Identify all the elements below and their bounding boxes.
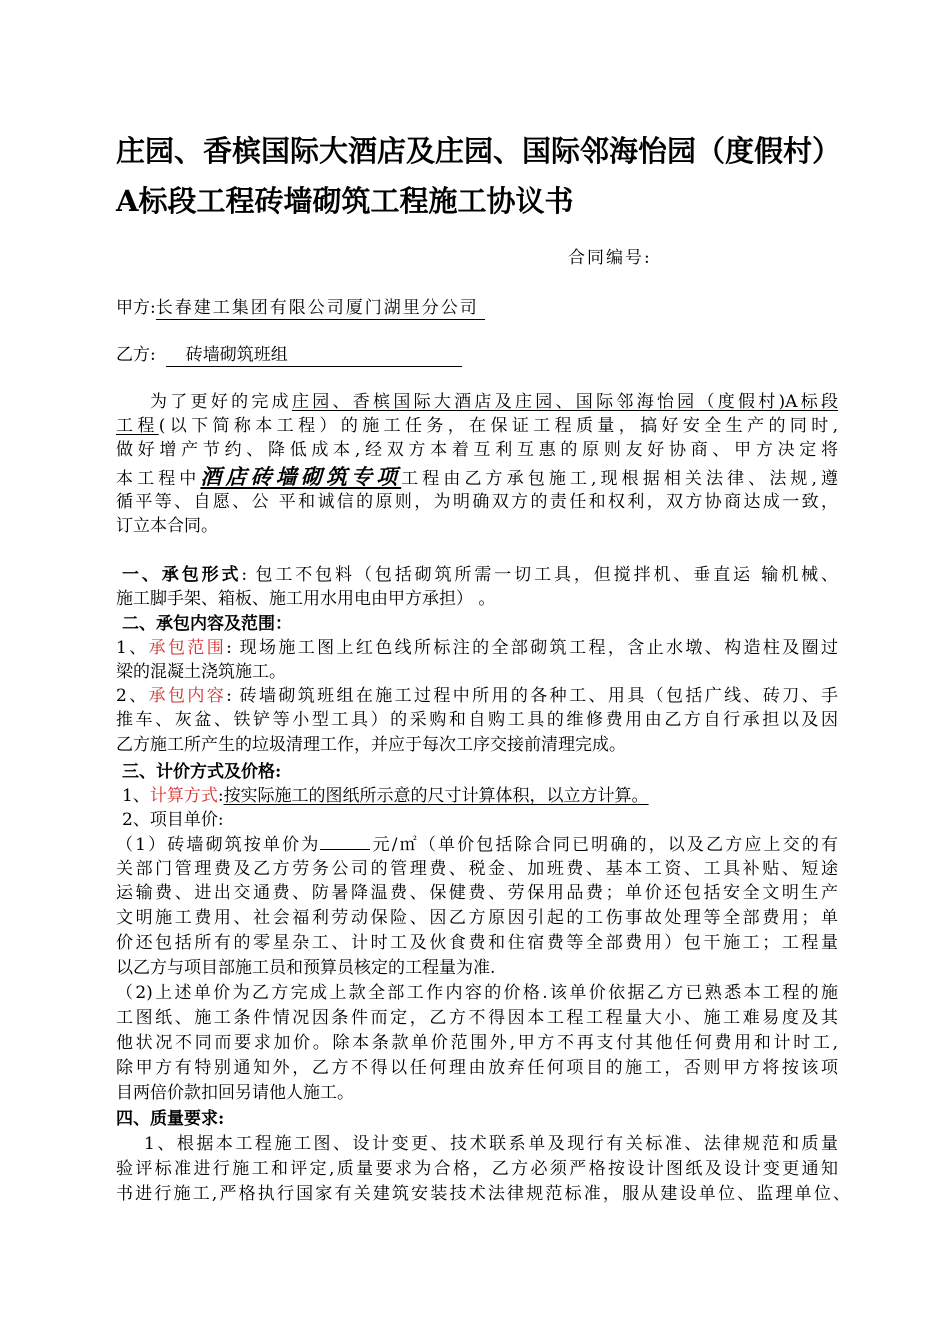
section-3-heading: 三、计价方式及价格: xyxy=(122,762,282,782)
unit-price-p1-line-4: 文明施工费用、社会福利劳动保险、因乙方原因引起的工伤事故处理等全部费用；单 xyxy=(116,908,838,928)
section-2-item-1-line-2: 梁的混凝土浇筑施工。 xyxy=(116,662,286,682)
unit-price-p1-line-1: （1）砖墙砌筑按单价为 元/㎡（单价包括除合同已明确的，以及乙方应上交的有 xyxy=(116,835,838,855)
unit-price-blank xyxy=(320,833,370,850)
section-3-item-2: 2、项目单价: xyxy=(122,810,224,830)
unit-price-p1-line-5: 价还包括所有的零星杂工、计时工及伙食费和住宿费等全部费用）包干施工；工程量 xyxy=(116,933,838,953)
section-1-line-1: 一、承包形式: 包工不包料（包括砌筑所需一切工具，但搅拌机、垂直运 输机械、 xyxy=(122,565,838,585)
intro-line-3: 做好增产节约、降低成本,经双方本着互利互惠的原则友好协商、甲方决定将 xyxy=(116,440,838,460)
document-title-line2: A标段工程砖墙砌筑工程施工协议书 xyxy=(116,184,574,218)
section-1-line-2: 施工脚手架、箱板、施工用水用电由甲方承担） 。 xyxy=(116,589,496,609)
section-1-heading: 一、承包形式 xyxy=(122,565,242,585)
section-2-item-2-line-1: 2、承包内容: 砖墙砌筑班组在施工过程中所用的各种工、用具（包括广线、砖刀、手 xyxy=(116,686,838,706)
intro-line-1: 为了更好的完成庄园、香槟国际大酒店及庄园、国际邻海怡园（度假村)A标段 xyxy=(150,392,838,412)
unit-price-p2-line-5: 目两倍价款扣回另请他人施工。 xyxy=(116,1083,354,1103)
unit-price-p1-line-3: 运输费、进出交通费、防暑降温费、保健费、劳保用品费；单价还包括安全文明生产 xyxy=(116,883,838,903)
section-3-item-1: 1、计算方式:按实际施工的图纸所示意的尺寸计算体积，以立方计算。 xyxy=(122,786,649,806)
unit-price-p1-line-2: 关部门管理费及乙方劳务公司的管理费、税金、加班费、基本工资、工具补贴、短途 xyxy=(116,859,838,879)
intro-line-6: 订立本合同。 xyxy=(116,516,218,536)
document-title-line1: 庄园、香槟国际大酒店及庄园、国际邻海怡园（度假村） xyxy=(116,134,842,168)
party-b-line xyxy=(116,343,838,367)
calc-method-label: 计算方式 xyxy=(149,786,218,806)
section-4-line-3: 书进行施工,严格执行国家有关建筑安装技术法律规范标准，服从建设单位、监理单位、 xyxy=(116,1184,850,1204)
section-2-item-2-line-3: 乙方施工所产生的垃圾清理工作，并应于每次工序交接前清理完成。 xyxy=(116,735,626,755)
section-4-heading: 四、质量要求: xyxy=(116,1109,225,1129)
party-a-line xyxy=(116,296,838,320)
intro-line-4: 本工程中酒店砖墙砌筑专项工程由乙方承包施工,现根据相关法律、法规,遵 xyxy=(116,464,838,489)
section-2-item-2-line-2: 推车、灰盆、铁铲等小型工具）的采购和自购工具的维修费用由乙方自行承担以及因 xyxy=(116,710,838,730)
intro-line-5: 循平等、自愿、公 平和诚信的原则，为明确双方的责任和权利，双方协商达成一致， xyxy=(116,492,838,512)
party-a-value: 长春建工集团有限公司厦门湖里分公司 xyxy=(156,297,485,320)
party-b-label: 乙方: xyxy=(116,345,156,365)
calc-method-value: 按实际施工的图纸所示意的尺寸计算体积，以立方计算。 xyxy=(223,786,649,806)
contract-number-label: 合同编号: xyxy=(568,248,652,268)
unit-price-p2-line-4: 除甲方有特别通知外，乙方不得以任何理由放弃任何项目的施工，否则甲方将按该项 xyxy=(116,1058,838,1078)
section-2-item-1-line-1: 1、承包范围: 现场施工图上红色线所标注的全部砌筑工程，含止水墩、构造柱及圈过 xyxy=(116,638,838,658)
section-4-line-1: 1、根据本工程施工图、设计变更、技术联系单及现行有关标准、法律规范和质量 xyxy=(144,1134,838,1154)
unit-price-p2-line-2: 工图纸、施工条件情况因条件而定，乙方不得因本工程工程量大小、施工难易度及其 xyxy=(116,1008,838,1028)
project-name: 庄园、香槟国际大酒店及庄园、国际邻海怡园（度假村)A标段 xyxy=(291,392,838,412)
intro-line-2: 工程(以下简称本工程）的施工任务，在保证工程质量，搞好安全生产的同时, xyxy=(116,416,838,436)
unit-price-p2-line-3: 他状况不同而要求加价。除本条款单价范围外,甲方不再支付其他任何费用和计时工, xyxy=(116,1033,838,1053)
unit-price-p1-line-6: 以乙方与项目部施工员和预算员核定的工程量为准. xyxy=(116,958,496,978)
party-b-value: 砖墙砌筑班组 xyxy=(166,344,462,367)
unit-price-p2-line-1: （2)上述单价为乙方完成上款全部工作内容的价格.该单价依据乙方已熟悉本工程的施 xyxy=(116,983,838,1003)
content-label: 承包内容 xyxy=(148,686,227,706)
party-a-label: 甲方: xyxy=(116,298,156,318)
section-2-heading: 二、承包内容及范围： xyxy=(122,614,292,634)
special-item: 酒店砖墙砌筑专项 xyxy=(200,464,402,489)
scope-label: 承包范围 xyxy=(148,638,227,658)
section-4-line-2: 验评标准进行施工和评定,质量要求为合格，乙方必须严格按设计图纸及设计变更通知 xyxy=(116,1159,838,1179)
